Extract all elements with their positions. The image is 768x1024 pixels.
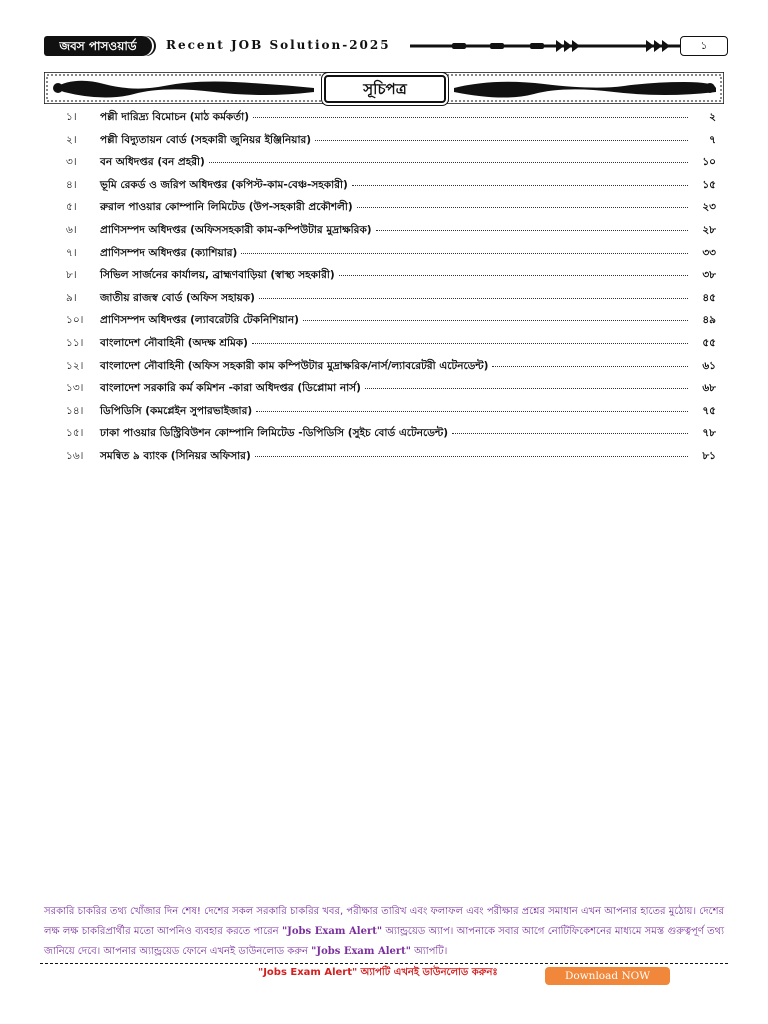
toc-leader-dots [241, 253, 688, 254]
toc-row[interactable] [66, 155, 716, 178]
table-of-contents [66, 110, 716, 472]
toc-leader-dots [339, 275, 688, 276]
toc-number: ১১। [66, 336, 84, 349]
toc-number: ১৫। [66, 427, 84, 440]
contents-heading: সূচিপত্র [324, 75, 446, 103]
toc-page-number: ৭৫ [702, 404, 716, 417]
page-number: ১ [680, 36, 728, 56]
toc-row[interactable] [66, 246, 716, 269]
download-now-button[interactable]: Download NOW [545, 967, 670, 985]
toc-leader-dots [259, 298, 688, 299]
toc-leader-dots [255, 456, 688, 457]
toc-title: সিভিল সার্জনের কার্যালয়, ব্রাহ্মণবাড়িয়া (স্বাস্থ্য সহকারী) [100, 269, 335, 282]
toc-title: বাংলাদেশ নৌবাহিনী (অফিস সহকারী কাম কম্পিউটার মুদ্রাক্ষরিক/নার্স/ল্যাবরেটরী এটেনডেন্ট) [100, 359, 489, 372]
toc-leader-dots [315, 140, 688, 141]
toc-page-number: ১৫ [702, 178, 716, 191]
toc-page-number: ৬১ [702, 359, 716, 372]
toc-row[interactable] [66, 381, 716, 404]
toc-row[interactable] [66, 426, 716, 449]
toc-leader-dots [376, 230, 688, 231]
toc-row[interactable] [66, 133, 716, 156]
toc-page-number: ৬৮ [702, 382, 716, 395]
footer-divider [40, 963, 728, 964]
toc-page-number: ২৮ [702, 223, 716, 236]
download-cta-text: "Jobs Exam Alert" অ্যাপটি এখনই ডাউনলোড করুনঃ [258, 967, 498, 978]
toc-title: পল্লী দারিদ্র্য বিমোচন (মাঠ কর্মকর্তা) [100, 111, 249, 123]
toc-row[interactable] [66, 178, 716, 201]
toc-leader-dots [252, 343, 688, 344]
promo-part-2: অ্যান্ড্রয়েড অ্যাপ। আপনাকে সবার আগে নোটিফিকেশনের মাধ্যমে সমস্ত গুরুত্বপূর্ণ তথ্য জানিয়ে দেবে। আপনার অ্যান্ড্রয়েড ফোনে এখনই ডাউনলোড করুন [44, 926, 725, 957]
toc-leader-dots [209, 162, 688, 163]
toc-number: ১। [66, 111, 77, 123]
toc-row[interactable] [66, 404, 716, 427]
app-name-2: "Jobs Exam Alert" [311, 946, 411, 957]
toc-row[interactable] [66, 336, 716, 359]
toc-row[interactable] [66, 110, 716, 133]
toc-title: প্রাণিসম্পদ অধিদপ্তর (অফিসসহকারী কাম-কম্পিউটার মুদ্রাক্ষরিক) [100, 223, 372, 236]
toc-row[interactable] [66, 200, 716, 223]
toc-title: জাতীয় রাজস্ব বোর্ড (অফিস সহায়ক) [100, 291, 255, 304]
toc-page-number: ৩৮ [702, 269, 716, 282]
toc-page-number: ৩৩ [702, 246, 716, 259]
toc-leader-dots [256, 411, 688, 412]
toc-number: ১৩। [66, 382, 84, 395]
toc-title: ভূমি রেকর্ড ও জরিপ অধিদপ্তর (কপিস্ট-কাম-বেঞ্চ-সহকারী) [100, 178, 348, 191]
toc-page-number: ২৩ [702, 201, 716, 214]
toc-row[interactable] [66, 313, 716, 336]
toc-page-number: ৭ [709, 133, 716, 146]
toc-number: ৪। [66, 178, 77, 191]
toc-page-number: ২ [709, 111, 716, 123]
toc-title: প্রাণিসম্পদ অধিদপ্তর (ল্যাবরেটরি টেকনিশিয়ান) [100, 314, 299, 327]
toc-page-number: ৭৮ [702, 427, 716, 440]
toc-page-number: ৮১ [702, 449, 716, 462]
toc-page-number: ১০ [702, 156, 716, 169]
toc-row[interactable] [66, 359, 716, 382]
toc-leader-dots [357, 207, 688, 208]
toc-row[interactable] [66, 268, 716, 291]
toc-title: ডিপিডিসি (কমপ্লেইন সুপারভাইজার) [100, 404, 253, 417]
toc-leader-dots [452, 433, 688, 434]
toc-page-number: ৪৫ [702, 291, 716, 304]
toc-title: সমন্বিত ৯ ব্যাংক (সিনিয়র অফিসার) [100, 449, 251, 462]
toc-number: ৮। [66, 269, 77, 282]
brand-label: জবস পাসওয়ার্ড [44, 36, 152, 56]
toc-number: ৭। [66, 246, 77, 259]
toc-number: ৬। [66, 223, 77, 236]
toc-row[interactable] [66, 291, 716, 314]
toc-title: পল্লী বিদ্যুতায়ন বোর্ড (সহকারী জুনিয়র ইঞ্জিনিয়ার) [100, 133, 312, 146]
toc-title: বন অধিদপ্তর (বন প্রহরী) [100, 156, 205, 169]
toc-page-number: ৫৫ [702, 336, 716, 349]
toc-title: ঢাকা পাওয়ার ডিস্ট্রিবিউশন কোম্পানি লিমিটেড -ডিপিডিসি (সুইচ বোর্ড এটেনডেন্ট) [100, 427, 449, 440]
toc-number: ১৬। [66, 449, 84, 462]
toc-number: ৫। [66, 201, 77, 214]
promo-part-1: সরকারি চাকরির তথ্য খোঁজার দিন শেষ! দেশের সকল সরকারি চাকরির খবর, পরীক্ষার তারিখ এবং ফলাফল এবং পরীক্ষার প্রশ্নের সমাধান এখন আপনার হাতের মুঠোয়। দেশের লক্ষ লক্ষ চাকরিপ্রার্থীর মতো আপনিও ব্যবহার করতে পারেন [44, 906, 724, 937]
toc-title: রুরাল পাওয়ার কোম্পানি লিমিটেড (উপ-সহকারী প্রকৌশলী) [100, 201, 353, 214]
toc-row[interactable] [66, 449, 716, 472]
toc-leader-dots [492, 366, 688, 367]
toc-number: ২। [66, 133, 77, 146]
toc-title: বাংলাদেশ সরকারি কর্ম কমিশন -কারা অধিদপ্তর (ডিপ্লোমা নার্স) [100, 382, 361, 395]
toc-leader-dots [365, 388, 688, 389]
promo-text [44, 902, 724, 962]
toc-page-number: ৪৯ [702, 314, 716, 327]
toc-leader-dots [352, 185, 688, 186]
header-title: Recent JOB Solution-2025 [166, 38, 391, 52]
app-name-1: "Jobs Exam Alert" [281, 926, 383, 937]
toc-title: প্রাণিসম্পদ অধিদপ্তর (ক্যাশিয়ার) [100, 246, 238, 259]
toc-leader-dots [253, 117, 688, 118]
toc-row[interactable] [66, 223, 716, 246]
promo-part-3: অ্যাপটি। [410, 946, 448, 957]
toc-number: ১০। [66, 314, 84, 327]
toc-number: ৯। [66, 291, 77, 304]
toc-leader-dots [303, 320, 688, 321]
page-header [44, 36, 728, 58]
toc-number: ১২। [66, 359, 84, 372]
toc-number: ৩। [66, 156, 77, 169]
toc-number: ১৪। [66, 404, 84, 417]
toc-title: বাংলাদেশ নৌবাহিনী (অদক্ষ শ্রমিক) [100, 336, 248, 349]
